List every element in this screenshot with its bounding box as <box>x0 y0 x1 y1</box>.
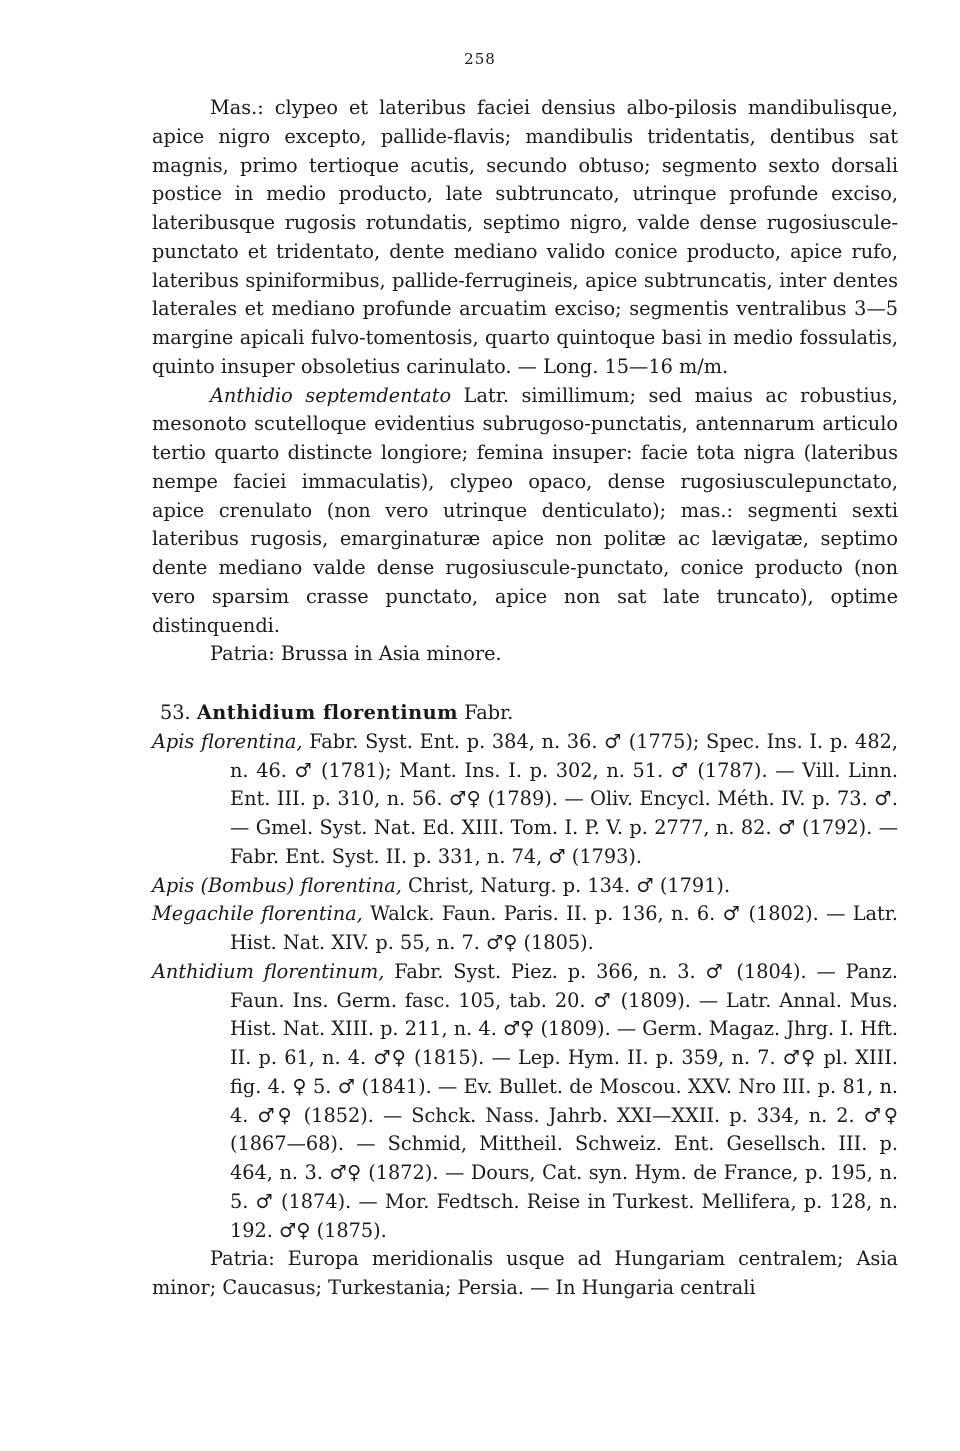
synonym-name: Apis florentina, <box>152 729 303 753</box>
synonym-references: Fabr. Syst. Ent. p. 384, n. 36. ♂ (1775); Spec. Ins. I. p. 482, n. 46. ♂ (1781); Mant. Ins. I. p. 302, n. 51. ♂ (1787). — Vill. Linn. Ent. III. p. 310, n. 56. ♂♀ (1789). — Oliv. Encycl. Méth. IV. p. 73. ♂. — Gmel. Syst. Nat. Ed. XIII. Tom. I. P. V. p. 2777, n. 82. ♂ (1792). — Fabr. Ent. Syst. II. p. 331, n. 74, ♂ (1793). <box>230 729 898 868</box>
synonym-references: Fabr. Syst. Piez. p. 366, n. 3. ♂ (1804). — Panz. Faun. Ins. Germ. fasc. 105, tab. 20. ♂ (1809). — Latr. Annal. Mus. Hist. Nat. XIII. p. 211, n. 4. ♂♀ (1809). — Germ. Magaz. Jhrg. I. Hft. II. p. 61, n. 4. ♂♀ (1815). — Lep. Hym. II. p. 359, n. 7. ♂♀ pl. XIII. fig. 4. ♀ 5. ♂ (1841). — Ev. Bullet. de Moscou. XXV. Nro III. p. 81, n. 4. ♂♀ (1852). — Schck. Nass. Jahrb. XXI—XXII. p. 334, n. 2. ♂♀ (1867—68). — Schmid, Mittheil. Schweiz. Ent. Gesellsch. III. p. 464, n. 3. ♂♀ (1872). — Dours, Cat. syn. Hym. de France, p. 195, n. 5. ♂ (1874). — Mor. Fedtsch. Reise in Turkest. Mellifera, p. 128, n. 192. ♂♀ (1875). <box>230 959 898 1242</box>
species-number: 53. <box>160 701 191 724</box>
synonymy-entry <box>152 900 898 958</box>
section-spacer <box>152 669 898 699</box>
synonym-references: Christ, Naturg. p. 134. ♂ (1791). <box>401 873 731 897</box>
comparison-text: Latr. simillimum; sed maius ac robustius, mesonoto scutelloque evidentius subrugoso-punctatis, antennarum articulo tertio quarto distincte longiore; femina insuper: facie tota nigra (lateribus nempe faciei immaculatis), clypeo opaco, dense rugosiusculepunctato, apice crenulato (non vero utrinque denticulato); mas.: segmenti sexti lateribus rugosis, emarginaturæ apice non politæ ac lævigatæ, septimo dente mediano valde dense rugosiuscule-punctato, conice producto (non vero sparsim crasse punctato, apice non sat late truncato), optime distinquendi. <box>152 383 898 637</box>
comparison-species: Anthidio septemdentato <box>210 383 452 407</box>
synonym-name: Apis (Bombus) florentina, <box>152 873 402 897</box>
synonymy-entry <box>152 728 898 872</box>
species-name: Anthidium florentinum <box>196 701 459 724</box>
synonymy-entry <box>152 872 898 901</box>
synonym-name: Anthidium florentinum, <box>152 959 385 983</box>
species-heading <box>152 699 898 728</box>
synonym-references: Walck. Faun. Paris. II. p. 136, n. 6. ♂ (1802). — Latr. Hist. Nat. XIV. p. 55, n. 7. ♂♀ (1805). <box>230 902 898 954</box>
patria-paragraph: Patria: Brussa in Asia minore. <box>210 642 502 666</box>
text-body <box>152 94 898 1303</box>
distribution-paragraph: Patria: Europa meridionalis usque ad Hungariam centralem; Asia minor; Caucasus; Turkestania; Persia. — In Hungaria centrali <box>152 1247 898 1299</box>
comparison-paragraph <box>152 382 898 641</box>
page-number: 258 <box>464 50 496 68</box>
synonym-name: Megachile florentina, <box>152 902 363 926</box>
synonymy-entry <box>152 958 898 1246</box>
species-author: Fabr. <box>464 701 514 724</box>
male-description: Mas.: clypeo et lateribus faciei densius albo-pilosis mandibulisque, apice nigro excepto, pallide-flavis; mandibulis tridentatis, dentibus sat magnis, primo tertioque acutis, secundo obtuso; segmento sexto dorsali postice in medio producto, late subtruncato, utrinque profunde exciso, lateribusque rugosis rotundatis, septimo nigro, valde dense rugosiuscule-punctato et tridentato, dente mediano valido conice producto, apice rufo, lateribus spiniformibus, pallide-ferrugineis, apice subtruncatis, inter dentes laterales et mediano profunde arcuatim exciso; segmentis ventralibus 3—5 margine apicali fulvo-tomentosis, quarto quintoque basi in medio fossulatis, quinto insuper obsoletius carinulato. — Long. 15—16 m/m. <box>152 96 898 378</box>
